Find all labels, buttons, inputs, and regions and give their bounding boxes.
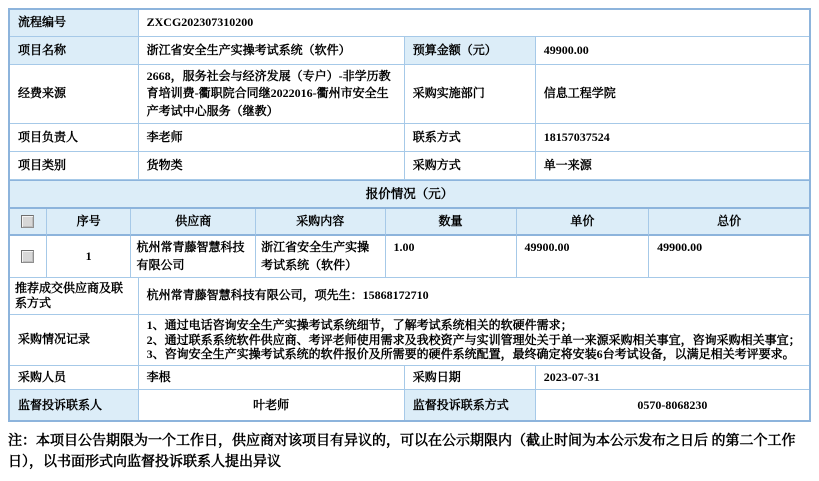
col-header-unit-price: 单价 — [517, 209, 650, 236]
row-process-no — [10, 10, 809, 37]
quote-total: 49900.00 — [649, 236, 809, 278]
row-category — [10, 152, 809, 180]
row-supervision — [10, 390, 809, 420]
buyer-value: 李根 — [139, 366, 405, 390]
leader-label: 项目负责人 — [10, 124, 139, 152]
process-no-value: ZXCG202307310200 — [139, 10, 809, 37]
leader-value: 李老师 — [139, 124, 405, 152]
record-line-2: 2、通过联系系统软件供应商、考评老师使用需求及我校资产与实训管理处关于单一来源采购相关事宜，咨询采购相关事宜； — [146, 332, 801, 347]
col-header-index: 序号 — [47, 209, 132, 236]
row-procurement-record — [10, 315, 809, 366]
method-label: 采购方式 — [405, 152, 536, 180]
contact-label: 联系方式 — [405, 124, 536, 152]
record-line-1: 1、通过电话咨询安全生产实操考试系统细节，了解考试系统相关的软硬件需求； — [146, 317, 573, 332]
procurement-form-table — [8, 8, 811, 422]
select-all-cell — [10, 209, 47, 236]
supervision-contact-value: 叶老师 — [139, 390, 405, 420]
select-all-checkbox-icon[interactable] — [21, 215, 34, 228]
recommended-supplier-value: 杭州常青藤智慧科技有限公司，项先生：15868172710 — [139, 278, 809, 315]
implement-dept-label: 采购实施部门 — [405, 65, 536, 124]
quote-content: 浙江省安全生产实操考试系统（软件） — [256, 236, 385, 278]
process-no-label: 流程编号 — [10, 10, 139, 37]
procurement-record-label: 采购情况记录 — [10, 315, 139, 366]
buyer-label: 采购人员 — [10, 366, 139, 390]
quote-qty: 1.00 — [386, 236, 517, 278]
purchase-date-label: 采购日期 — [405, 366, 536, 390]
row-recommended-supplier — [10, 278, 809, 315]
quote-supplier: 杭州常青藤智慧科技有限公司 — [131, 236, 256, 278]
category-value: 货物类 — [139, 152, 405, 180]
quote-index: 1 — [47, 236, 132, 278]
supervision-contact-label: 监督投诉联系人 — [10, 390, 139, 420]
budget-value: 49900.00 — [536, 37, 809, 65]
quote-table-header — [10, 209, 809, 236]
quote-unit-price: 49900.00 — [517, 236, 650, 278]
method-value: 单一来源 — [536, 152, 809, 180]
row-leader — [10, 124, 809, 152]
project-name-value: 浙江省安全生产实操考试系统（软件） — [139, 37, 405, 65]
recommended-supplier-label: 推荐成交供应商及联系方式 — [10, 278, 139, 315]
quote-table-row — [10, 236, 809, 278]
purchase-date-value: 2023-07-31 — [536, 366, 809, 390]
col-header-content: 采购内容 — [256, 209, 385, 236]
funding-value: 2668，服务社会与经济发展（专户）-非学历教育培训费-衢职院合同继2022016-衢州市安全生产考试中心服务（继教） — [139, 65, 405, 124]
row-select-cell — [10, 236, 47, 278]
supervision-phone-value: 0570-8068230 — [637, 397, 708, 412]
record-line-3: 3、咨询安全生产实操考试系统的软件报价及所需要的硬件系统配置，最终确定将安装6台考试设备，以满足相关考评要求。 — [146, 347, 795, 362]
col-header-supplier: 供应商 — [131, 209, 256, 236]
procurement-record-value — [139, 315, 809, 366]
row-checkbox-icon[interactable] — [21, 250, 34, 263]
category-label: 项目类别 — [10, 152, 139, 180]
row-funding — [10, 65, 809, 124]
budget-label: 预算金额（元） — [405, 37, 536, 65]
col-header-qty: 数量 — [386, 209, 517, 236]
supervision-phone-label: 监督投诉联系方式 — [405, 390, 536, 420]
funding-label: 经费来源 — [10, 65, 139, 124]
quote-section-title: 报价情况（元） — [10, 180, 809, 209]
row-project-name — [10, 37, 809, 65]
implement-dept-value: 信息工程学院 — [536, 65, 809, 124]
quote-section — [10, 180, 809, 209]
project-name-label: 项目名称 — [10, 37, 139, 65]
contact-value: 18157037524 — [536, 124, 809, 152]
col-header-total: 总价 — [649, 209, 809, 236]
announcement-note: 注：本项目公告期限为一个工作日，供应商对该项目有异议的，可以在公示期限内（截止时间为本公示发布之日后 的第二个工作日），以书面形式向监督投诉联系人提出异议 — [8, 434, 796, 471]
row-buyer — [10, 366, 809, 390]
